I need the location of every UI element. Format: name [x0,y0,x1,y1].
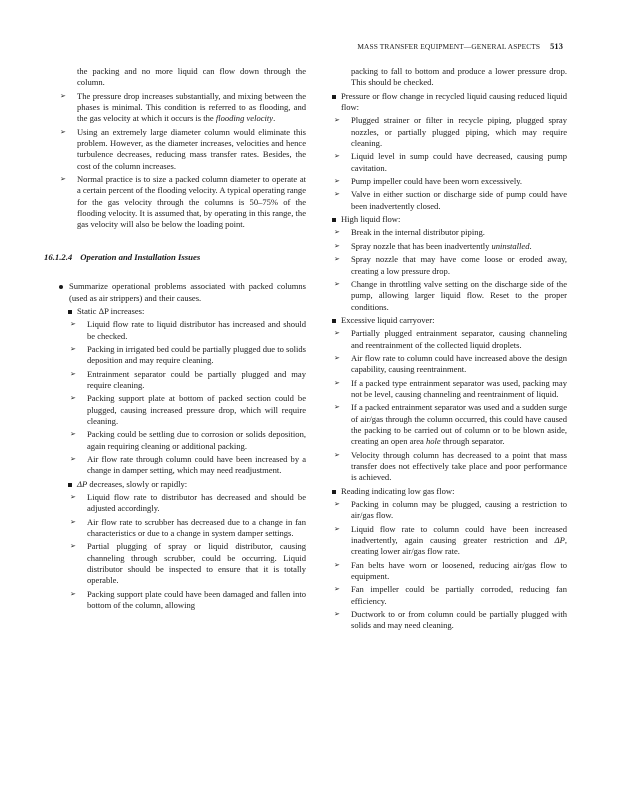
continued-text: the packing and no more liquid can flow down through the column. [77,66,306,88]
arrow-item: ➢ Ductwork to or from column could be partially plugged with solids and may need cleaning. [331,609,567,632]
arrow-item: ➢ Packing support plate at bottom of packed section could be plugged, causing increased pressure drop, which will require cleaning. [67,393,306,427]
dp-decrease-heading: ΔP decreases, slowly or rapidly: [67,479,306,490]
arrow-item: ➢ Packing could be settling due to corrosion or solids deposition, again requiring cleaning or additional packing. [67,429,306,452]
arrow-item: ➢ Valve in either suction or discharge side of pump could have been inadvertently closed. [331,189,567,212]
arrow-item: ➢ Change in throttling valve setting on the discharge side of the pump, allowing larger liquid flow. Reset to the proper conditions. [331,279,567,313]
high-flow-heading: High liquid flow: [331,214,567,225]
arrow-item: ➢ Break in the internal distributor piping. [331,227,567,238]
running-header [357,42,563,51]
continued-text: packing to fall to bottom and produce a lower pressure drop. This should be checked. [351,66,567,88]
page-number: 513 [550,42,563,51]
arrow-item: ➢ Spray nozzle that has been inadvertently uninstalled. [331,241,567,252]
static-dp-block [57,306,306,612]
arrow-item: ➢ The pressure drop increases substantially, and mixing between the phases is minimal. This condition is referred to as flooding, and the gas velocity at which it occurs is the flooding velocity. [57,91,306,125]
header-title: MASS TRANSFER EQUIPMENT—GENERAL ASPECTS [357,42,541,51]
arrow-item: ➢ Using an extremely large diameter column would eliminate this problem. However, as the diameter increases, velocities and hence turbulence decreases, reducing mass transfer rates. Besides, the cost of the column increases. [57,127,306,172]
arrow-item: ➢ Plugged strainer or filter in recycle piping, plugged spray nozzles, or partially plugged piping, which may require cleaning. [331,115,567,149]
section-number: 16.1.2.4 [44,251,73,262]
arrow-item: ➢ Air flow rate to column could have increased above the design capability, causing reentrainment. [331,353,567,376]
arrow-item: ➢ Velocity through column has decreased to a point that mass transfer does not effectively take place and poor performance is achieved. [331,450,567,484]
arrow-item: ➢ Pump impeller could have been worn excessively. [331,176,567,187]
arrow-item: ➢ Liquid flow rate to column could have been increased inadvertently, again causing greater restriction and ΔP, creating lower air/gas flow rate. [331,524,567,558]
arrow-item: ➢ Air flow rate through column could have been increased by a change in damper setting, which may need readjustment. [67,454,306,477]
arrow-item: ➢ If a packed type entrainment separator was used, packing may not be level, causing channeling and reentrainment of liquid. [331,378,567,401]
arrow-item: ➢ Air flow rate to scrubber has decreased due to a change in fan characteristics or due to a change in system damper settings. [67,517,306,540]
recycle-heading: Pressure or flow change in recycled liquid causing reduced liquid flow: [331,91,567,114]
summary-bullet: Summarize operational problems associated with packed columns (used as air strippers) and their causes. [57,281,306,304]
arrow-item: ➢ If a packed entrainment separator was used and a sudden surge of air/gas through the column occurred, this could have caused the packing to be carried out of column or to be blown aside, creating an open area hole through separator. [331,402,567,447]
arrow-item: ➢ Partially plugged entrainment separator, causing channeling and reentrainment of the collected liquid droplets. [331,328,567,351]
arrow-item: ➢ Packing support plate could have been damaged and fallen into bottom of the column, allowing [67,589,306,612]
left-column [44,66,306,613]
arrow-item: ➢ Normal practice is to size a packed column diameter to operate at a certain percent of the flooding velocity. A typical operating range for the gas velocity through the columns is 50–75% of the flooding velocity. It is assumed that, by operating in this range, the gas velocity will also be below the loading point. [57,174,306,231]
arrow-item: ➢ Spray nozzle that may have come loose or eroded away, creating a low pressure drop. [331,254,567,277]
arrow-item: ➢ Entrainment separator could be partially plugged and may require cleaning. [67,369,306,392]
arrow-item: ➢ Packing in irrigated bed could be partially plugged due to solids deposition and may require cleaning. [67,344,306,367]
arrow-item: ➢ Fan belts have worn or loosened, reducing air/gas flow to equipment. [331,560,567,583]
section-title: Operation and Installation Issues [80,251,201,262]
right-column [331,66,567,634]
carryover-heading: Excessive liquid carryover: [331,315,567,326]
arrow-item: ➢ Partial plugging of spray or liquid distributor, causing channeling through scrubber, could be occurring. Liquid distributor should be inspected to ensure that it is totally operable. [67,541,306,586]
arrow-item: ➢ Liquid flow rate to distributor has decreased and should be adjusted accordingly. [67,492,306,515]
section-heading [44,252,306,263]
static-dp-heading: Static ΔP increases: [67,306,306,317]
arrow-item: ➢ Fan impeller could be partially corroded, reducing fan efficiency. [331,584,567,607]
arrow-item: ➢ Liquid flow rate to liquid distributor has increased and should be checked. [67,319,306,342]
arrow-item: ➢ Packing in column may be plugged, causing a restriction to air/gas flow. [331,499,567,522]
arrow-item: ➢ Liquid level in sump could have decreased, causing pump cavitation. [331,151,567,174]
low-gas-heading: Reading indicating low gas flow: [331,486,567,497]
